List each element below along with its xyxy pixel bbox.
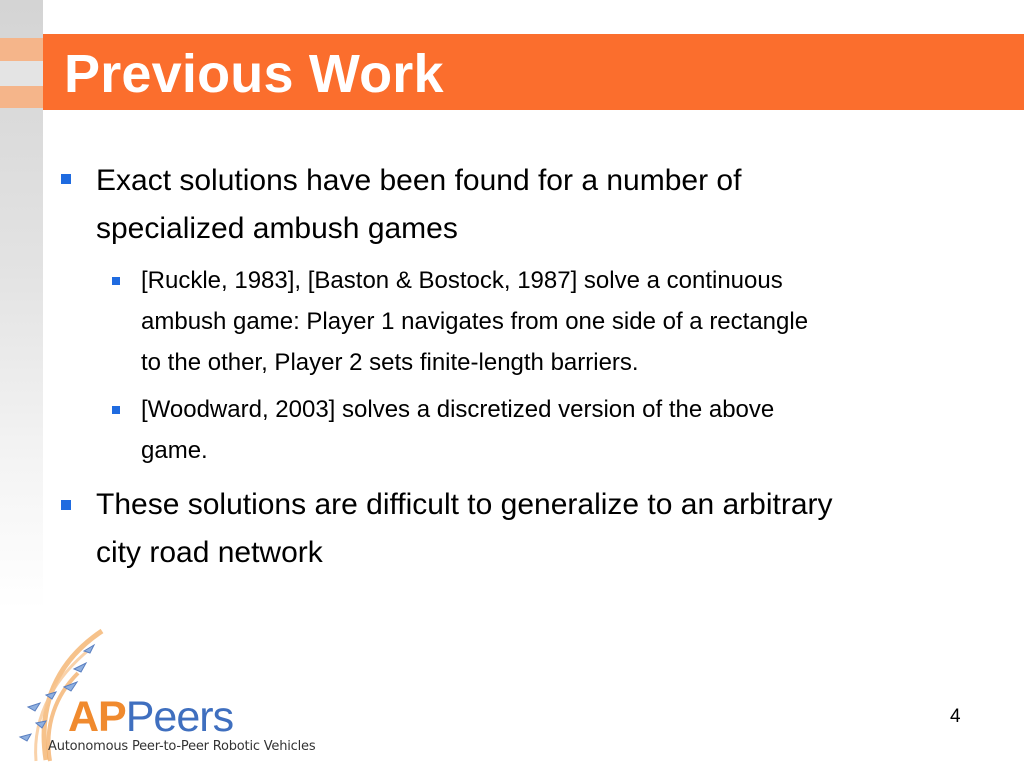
text-line: ambush game: Player 1 navigates from one side of a rectangle xyxy=(141,308,809,335)
left-decor-stripe xyxy=(0,86,43,108)
sub-bullet-marker xyxy=(112,277,120,285)
text-line: game. xyxy=(141,437,208,464)
logo-wordmark xyxy=(68,694,233,740)
left-decor-stripe xyxy=(0,38,43,61)
text-line: to the other, Player 2 sets finite-length barriers. xyxy=(141,349,639,376)
bullet-marker xyxy=(61,500,71,510)
logo-wordmark-prefix: AP xyxy=(68,693,126,741)
bullet-text xyxy=(96,157,956,253)
left-decor-gap xyxy=(0,61,43,86)
slide-title: Previous Work xyxy=(64,44,444,104)
logo-wordmark-suffix: Peers xyxy=(125,693,234,741)
sub-bullet-text xyxy=(141,260,951,383)
sub-bullet-marker xyxy=(112,406,120,414)
text-line: Exact solutions have been found for a number of xyxy=(96,164,742,197)
text-line: specialized ambush games xyxy=(96,212,458,245)
sub-bullet-text xyxy=(141,389,951,471)
text-line: These solutions are difficult to generalize to an arbitrary xyxy=(96,488,833,521)
bullet-text xyxy=(96,481,956,577)
bullet-marker xyxy=(61,174,71,184)
text-line: [Woodward, 2003] solves a discretized version of the above xyxy=(141,396,775,423)
logo-tagline: Autonomous Peer-to-Peer Robotic Vehicles xyxy=(48,739,316,754)
text-line: [Ruckle, 1983], [Baston & Bostock, 1987] solve a continuous xyxy=(141,267,783,294)
page-number: 4 xyxy=(950,706,961,727)
text-line: city road network xyxy=(96,536,323,569)
